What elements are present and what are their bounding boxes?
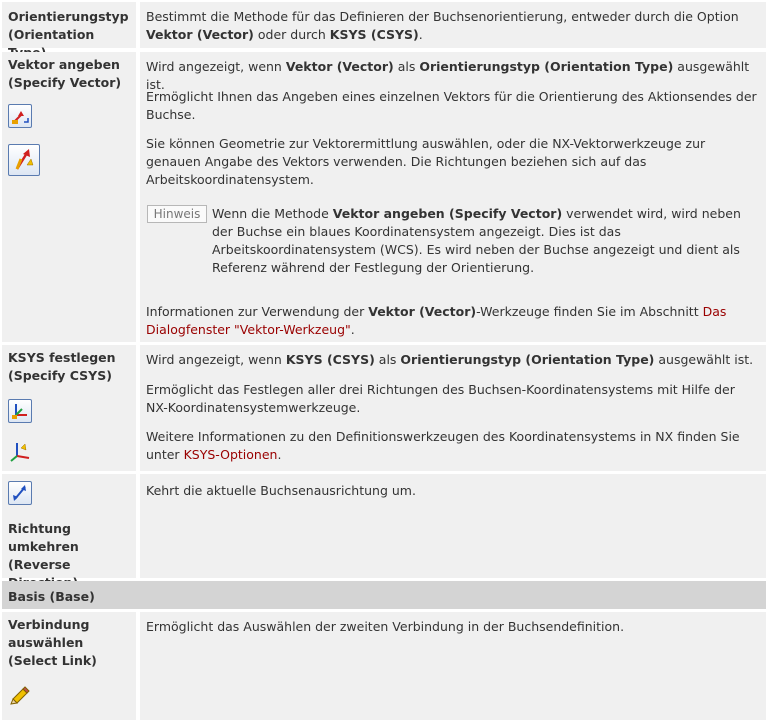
description-text: Informationen zur Verwendung der Vektor (Vector)-Werkzeuge finden Sie im Abschnitt Das Dialogfenster "Vektor-Werkzeug". bbox=[146, 304, 727, 337]
description-cell bbox=[140, 474, 766, 578]
note-text: Wenn die Methode Vektor angeben (Specify Vector) verwendet wird, wird neben der Buchse ein blaues Koordinatensystem angezeigt. Dies ist das Arbeitskoordinatensystem (WCS). Es wird neben der Buchse angezeigt und dient als Referenz während der Festlegung der Orientierung. bbox=[212, 206, 741, 275]
description-cell bbox=[140, 2, 766, 48]
option-label-cell bbox=[2, 474, 136, 578]
option-label: Verbindung auswählen (Select Link) bbox=[8, 617, 97, 668]
option-label: KSYS festlegen (Specify CSYS) bbox=[8, 350, 116, 383]
description-text: Kehrt die aktuelle Buchsenausrichtung um. bbox=[146, 483, 416, 498]
csys-dialog-icon[interactable] bbox=[8, 399, 32, 423]
description-text: Wird angezeigt, wenn Vektor (Vector) als Orientierungstyp (Orientation Type) ausgewählt ist. bbox=[146, 59, 750, 92]
table-row bbox=[0, 474, 766, 578]
description-text: Weitere Informationen zu den Definitionswerkzeugen des Koordinatensystems in NX finden Sie unter KSYS-Optionen. bbox=[146, 429, 740, 462]
description-text: Ermöglicht das Auswählen der zweiten Verbindung in der Buchsendefinition. bbox=[146, 619, 625, 634]
option-label-cell bbox=[2, 345, 136, 471]
description-cell bbox=[140, 612, 766, 720]
select-link-pencil-icon[interactable] bbox=[8, 682, 32, 706]
description-cell bbox=[140, 345, 766, 471]
option-label: Vektor angeben (Specify Vector) bbox=[8, 57, 122, 90]
option-label-cell bbox=[2, 2, 136, 48]
option-label-cell bbox=[2, 52, 136, 342]
description-text: Ermöglicht das Festlegen aller drei Richtungen des Buchsen-Koordinatensystems mit Hilfe der NX-Koordinatensystemwerkzeuge. bbox=[146, 382, 735, 415]
description-text: Sie können Geometrie zur Vektorermittlung auswählen, oder die NX-Vektorwerkzeuge zur genauen Angabe des Vektors verwenden. Die Richtungen beziehen sich auf das Arbeitskoordinatensystem. bbox=[146, 136, 706, 187]
description-cell bbox=[140, 52, 766, 342]
option-label: Orientierungstyp (Orientation bbox=[8, 9, 129, 42]
vector-inferred-icon[interactable] bbox=[8, 144, 40, 176]
table-row bbox=[0, 612, 766, 720]
option-label-cell bbox=[2, 612, 136, 720]
option-label: Richtung umkehren (Reverse bbox=[8, 521, 79, 572]
csys-options-link[interactable]: KSYS-Optionen bbox=[183, 447, 278, 462]
vector-dialog-icon[interactable] bbox=[8, 104, 32, 128]
description-text: Ermöglicht Ihnen das Angeben eines einzelnen Vektors für die Orientierung des Aktionsendes der Buchse. bbox=[146, 89, 757, 122]
vector-tool-dialog-link[interactable]: Das Dialogfenster "Vektor-Werkzeug" bbox=[146, 304, 727, 337]
section-title: Basis (Base) bbox=[8, 589, 95, 604]
table-row bbox=[0, 52, 766, 342]
note-badge: Hinweis bbox=[147, 205, 207, 223]
table-row bbox=[0, 345, 766, 471]
csys-inferred-icon[interactable] bbox=[8, 439, 32, 463]
table-row bbox=[0, 2, 766, 48]
description-text: Bestimmt die Methode für das Definieren der Buchsenorientierung, entweder durch die Option Vektor (Vector) oder durch KSYS (CSYS). bbox=[146, 9, 739, 42]
reverse-direction-icon[interactable] bbox=[8, 481, 32, 505]
section-header bbox=[2, 581, 766, 609]
description-text: Wird angezeigt, wenn KSYS (CSYS) als Orientierungstyp (Orientation Type) ausgewählt ist. bbox=[146, 352, 754, 367]
